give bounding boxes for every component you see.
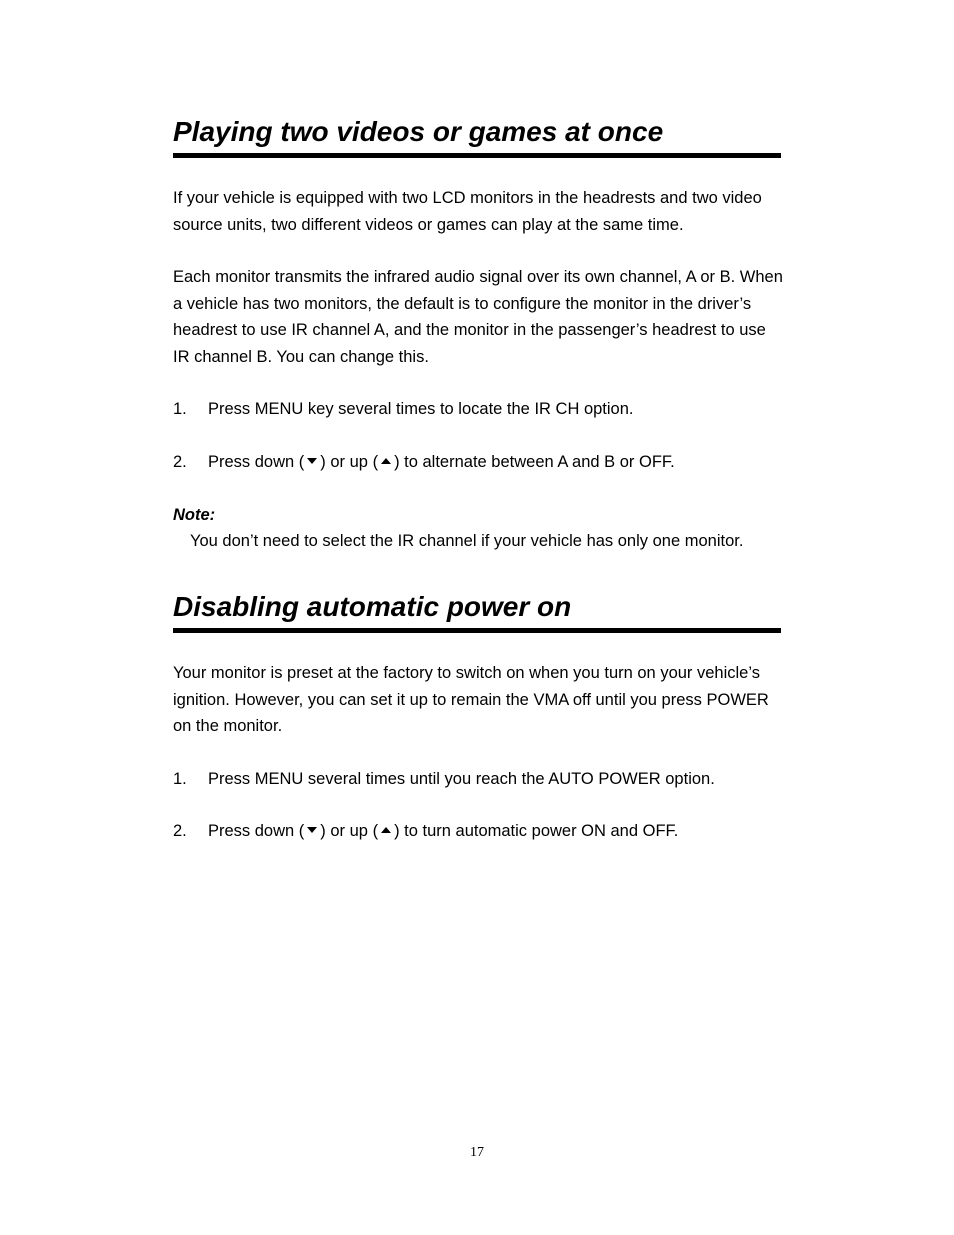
- step-text-mid: ) or up (: [320, 453, 379, 471]
- heading-rule: [173, 628, 781, 633]
- note-label: Note:: [173, 506, 216, 524]
- down-arrow-icon: [307, 458, 317, 464]
- step-item: [173, 766, 785, 792]
- heading-rule: [173, 153, 781, 158]
- step-item: [173, 396, 785, 422]
- up-arrow-icon: [381, 827, 391, 833]
- step-number: 2.: [173, 453, 187, 471]
- intro-paragraph: If your vehicle is equipped with two LCD monitors in the headrests and two video source units, two different videos or games can play at the same time.: [173, 189, 762, 234]
- step-text: Press MENU several times until you reach the AUTO POWER option.: [208, 770, 715, 788]
- step-text-pre: Press down (: [208, 453, 305, 471]
- step-item: [173, 449, 785, 475]
- step-text: Press MENU key several times to locate the IR CH option.: [208, 400, 634, 418]
- page-number: 17: [470, 1145, 484, 1160]
- step-number: 1.: [173, 770, 187, 788]
- ir-channel-paragraph: Each monitor transmits the infrared audio signal over its own channel, A or B. When a vehicle has two monitors, the default is to configure the monitor in the driver’s headrest to use IR channel A, and the monitor in the passenger’s headrest to use IR channel B. You can change this.: [173, 268, 783, 366]
- step-item: [173, 818, 785, 844]
- section-heading-disabling-auto-power: Disabling automatic power on: [173, 591, 572, 622]
- step-text-mid: ) or up (: [320, 822, 379, 840]
- step-number: 2.: [173, 822, 187, 840]
- step-text-pre: Press down (: [208, 822, 305, 840]
- section-heading-playing-two-videos: Playing two videos or games at once: [173, 116, 664, 147]
- note-text: You don’t need to select the IR channel if your vehicle has only one monitor.: [190, 532, 744, 550]
- auto-power-paragraph: Your monitor is preset at the factory to switch on when you turn on your vehicle’s ignition. However, you can set it up to remain the VMA off until you press POWER on the monitor.: [173, 664, 769, 735]
- down-arrow-icon: [307, 827, 317, 833]
- up-arrow-icon: [381, 458, 391, 464]
- step-text-post: ) to turn automatic power ON and OFF.: [394, 822, 679, 840]
- step-text-post: ) to alternate between A and B or OFF.: [394, 453, 675, 471]
- step-number: 1.: [173, 400, 187, 418]
